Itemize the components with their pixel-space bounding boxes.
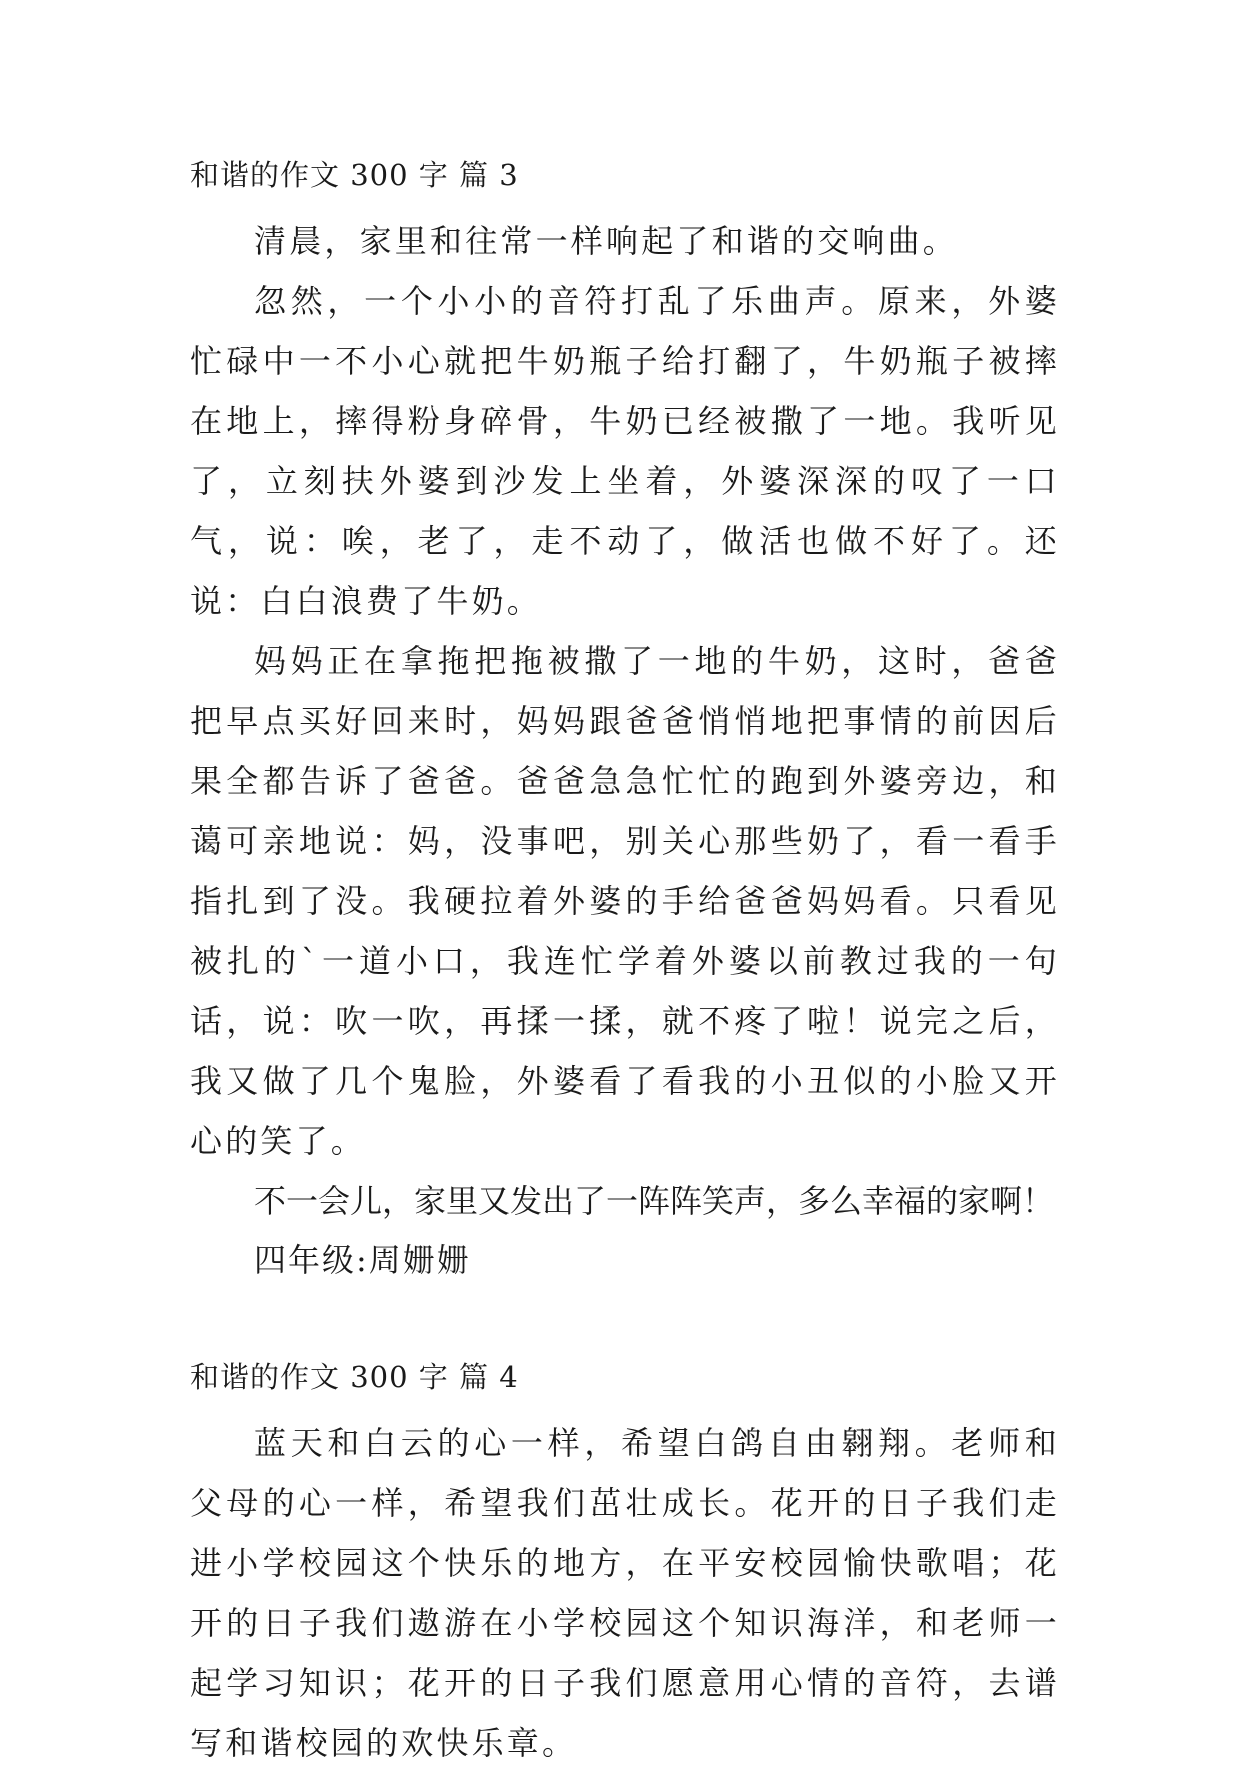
paragraph: 忽然，一个小小的音符打乱了乐曲声。原来，外婆忙碌中一不小心就把牛奶瓶子给打翻了，牛奶瓶子被摔在地上，摔得粉身碎骨，牛奶已经被撒了一地。我听见了，立刻扶外婆到沙发上坐着，外婆深深的叹了一口气，说：唉，老了，走不动了，做活也做不好了。还说：白白浪费了牛奶。 <box>190 282 1060 620</box>
paragraph: 蓝天和白云的心一样，希望白鸽自由翱翔。老师和父母的心一样，希望我们茁壮成长。花开的日子我们走进小学校园这个快乐的地方，在平安校园愉快歌唱；花开的日子我们遨游在小学校园这个知识海洋，和老师一起学习知识；花开的日子我们愿意用心情的音符，去谱写和谐校园的欢快乐章。 <box>190 1424 1060 1762</box>
author-signature: 四年级:周姗姗 <box>254 1241 471 1279</box>
paragraph: 不一会儿，家里又发出了一阵阵笑声，多么幸福的家啊！ <box>254 1182 1055 1220</box>
paragraph: 清晨，家里和往常一样响起了和谐的交响曲。 <box>254 222 959 260</box>
essay-section-3 <box>190 155 1060 1289</box>
section-title: 和谐的作文 300 字 篇 3 <box>190 158 519 192</box>
section-title: 和谐的作文 300 字 篇 4 <box>190 1360 519 1394</box>
paragraph: 妈妈正在拿拖把拖被撒了一地的牛奶，这时，爸爸把早点买好回来时，妈妈跟爸爸悄悄地把事情的前因后果全都告诉了爸爸。爸爸急急忙忙的跑到外婆旁边，和蔼可亲地说：妈，没事吧，别关心那些奶了，看一看手指扎到了没。我硬拉着外婆的手给爸爸妈妈看。只看见被扎的`一道小口，我连忙学着外婆以前教过我的一句话，说：吹一吹，再揉一揉，就不疼了啦！说完之后，我又做了几个鬼脸，外婆看了看我的小丑似的小脸又开心的笑了。 <box>190 642 1060 1160</box>
essay-section-4 <box>190 1357 1060 1773</box>
document-page <box>190 155 1060 1773</box>
